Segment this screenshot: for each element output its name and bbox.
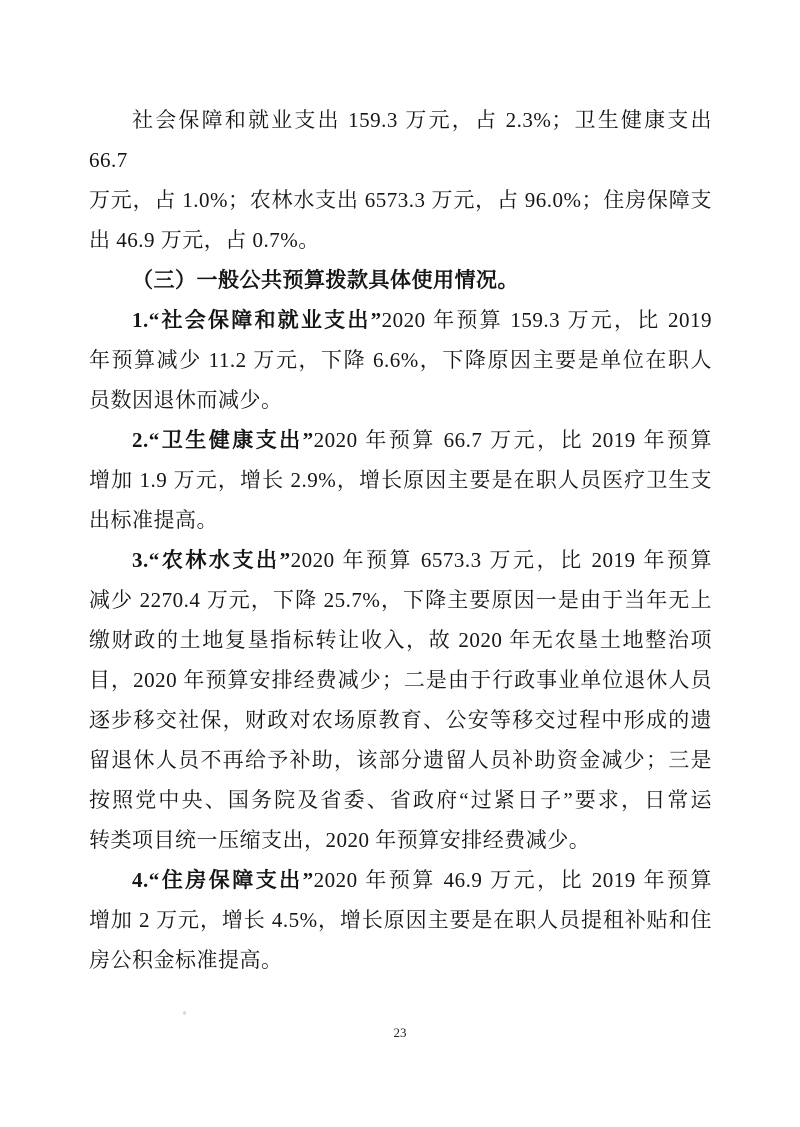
text-run: 万元，占 1.0%；农林水支出 6573.3 万元，占 96.0%；住房保障支: [89, 188, 712, 212]
text-run: 留退休人员不再给予补助，该部分遗留人员补助资金减少；三是: [89, 748, 712, 772]
para-item-3-agriculture-forestry-water-line-7: [89, 780, 712, 820]
para-item-2-health-line-2: [89, 460, 712, 500]
para-item-1-social-security-line-1: [89, 300, 712, 340]
text-run: 目，2020 年预算安排经费减少；二是由于行政事业单位退休人员: [89, 668, 712, 692]
heading-section-three-line-1: [89, 260, 712, 300]
page-number: 23: [393, 1025, 407, 1040]
text-run: 减少 2270.4 万元，下降 25.7%，下降主要原因一是由于当年无上: [89, 588, 712, 612]
emphasized-text-run: 2.“卫生健康支出”: [132, 428, 314, 452]
para-item-3-agriculture-forestry-water-line-8: [89, 820, 712, 860]
para-item-3-agriculture-forestry-water: [89, 540, 712, 860]
para-budget-overview: [89, 100, 712, 260]
para-item-1-social-security-line-3: [89, 380, 712, 420]
para-item-2-health-line-3: [89, 500, 712, 540]
text-run: 出 46.9 万元，占 0.7%。: [89, 228, 320, 252]
para-item-3-agriculture-forestry-water-line-5: [89, 700, 712, 740]
para-item-1-social-security: [89, 300, 712, 420]
para-item-3-agriculture-forestry-water-line-4: [89, 660, 712, 700]
para-item-2-health-line-1: [89, 420, 712, 460]
text-run: 缴财政的土地复垦指标转让收入，故 2020 年无农垦土地整治项: [89, 628, 712, 652]
para-item-3-agriculture-forestry-water-line-2: [89, 580, 712, 620]
text-run: 年预算减少 11.2 万元，下降 6.6%，下降原因主要是单位在职人: [89, 348, 712, 372]
text-run: 社会保障和就业支出 159.3 万元，占 2.3%；卫生健康支出 66.7: [89, 108, 712, 172]
para-item-4-housing-line-1: [89, 860, 712, 900]
heading-section-three: [89, 260, 712, 300]
text-run: 按照党中央、国务院及省委、省政府“过紧日子”要求，日常运: [89, 788, 712, 812]
para-item-4-housing-line-2: [89, 900, 712, 940]
text-run: 增加 1.9 万元，增长 2.9%，增长原因主要是在职人员医疗卫生支: [89, 468, 712, 492]
para-item-2-health: [89, 420, 712, 540]
scan-artifact: [183, 1011, 186, 1015]
text-run: 员数因退休而减少。: [89, 388, 283, 412]
text-run: 逐步移交社保，财政对农场原教育、公安等移交过程中形成的遗: [89, 708, 712, 732]
emphasized-text-run: 1.“社会保障和就业支出”: [132, 308, 382, 332]
para-item-4-housing-line-3: [89, 940, 712, 980]
document-body: [89, 100, 712, 980]
para-budget-overview-line-1: [89, 100, 712, 180]
para-budget-overview-line-2: [89, 180, 712, 220]
text-run: 出标准提高。: [89, 508, 218, 532]
emphasized-text-run: 4.“住房保障支出”: [132, 868, 314, 892]
text-run: 2020 年预算 159.3 万元，比 2019: [381, 308, 713, 332]
para-item-3-agriculture-forestry-water-line-3: [89, 620, 712, 660]
text-run: 2020 年预算 46.9 万元，比 2019 年预算: [313, 868, 713, 892]
para-item-3-agriculture-forestry-water-line-6: [89, 740, 712, 780]
emphasized-text-run: 3.“农林水支出”: [132, 548, 291, 572]
para-item-3-agriculture-forestry-water-line-1: [89, 540, 712, 580]
para-budget-overview-line-3: [89, 220, 712, 260]
emphasized-text-run: （三）一般公共预算拨款具体使用情况。: [132, 268, 519, 292]
text-run: 增加 2 万元，增长 4.5%，增长原因主要是在职人员提租补贴和住: [89, 908, 712, 932]
text-run: 2020 年预算 6573.3 万元，比 2019 年预算: [290, 548, 712, 572]
text-run: 转类项目统一压缩支出，2020 年预算安排经费减少。: [89, 828, 591, 852]
text-run: 房公积金标准提高。: [89, 948, 283, 972]
text-run: 2020 年预算 66.7 万元，比 2019 年预算: [313, 428, 713, 452]
para-item-4-housing: [89, 860, 712, 980]
para-item-1-social-security-line-2: [89, 340, 712, 380]
